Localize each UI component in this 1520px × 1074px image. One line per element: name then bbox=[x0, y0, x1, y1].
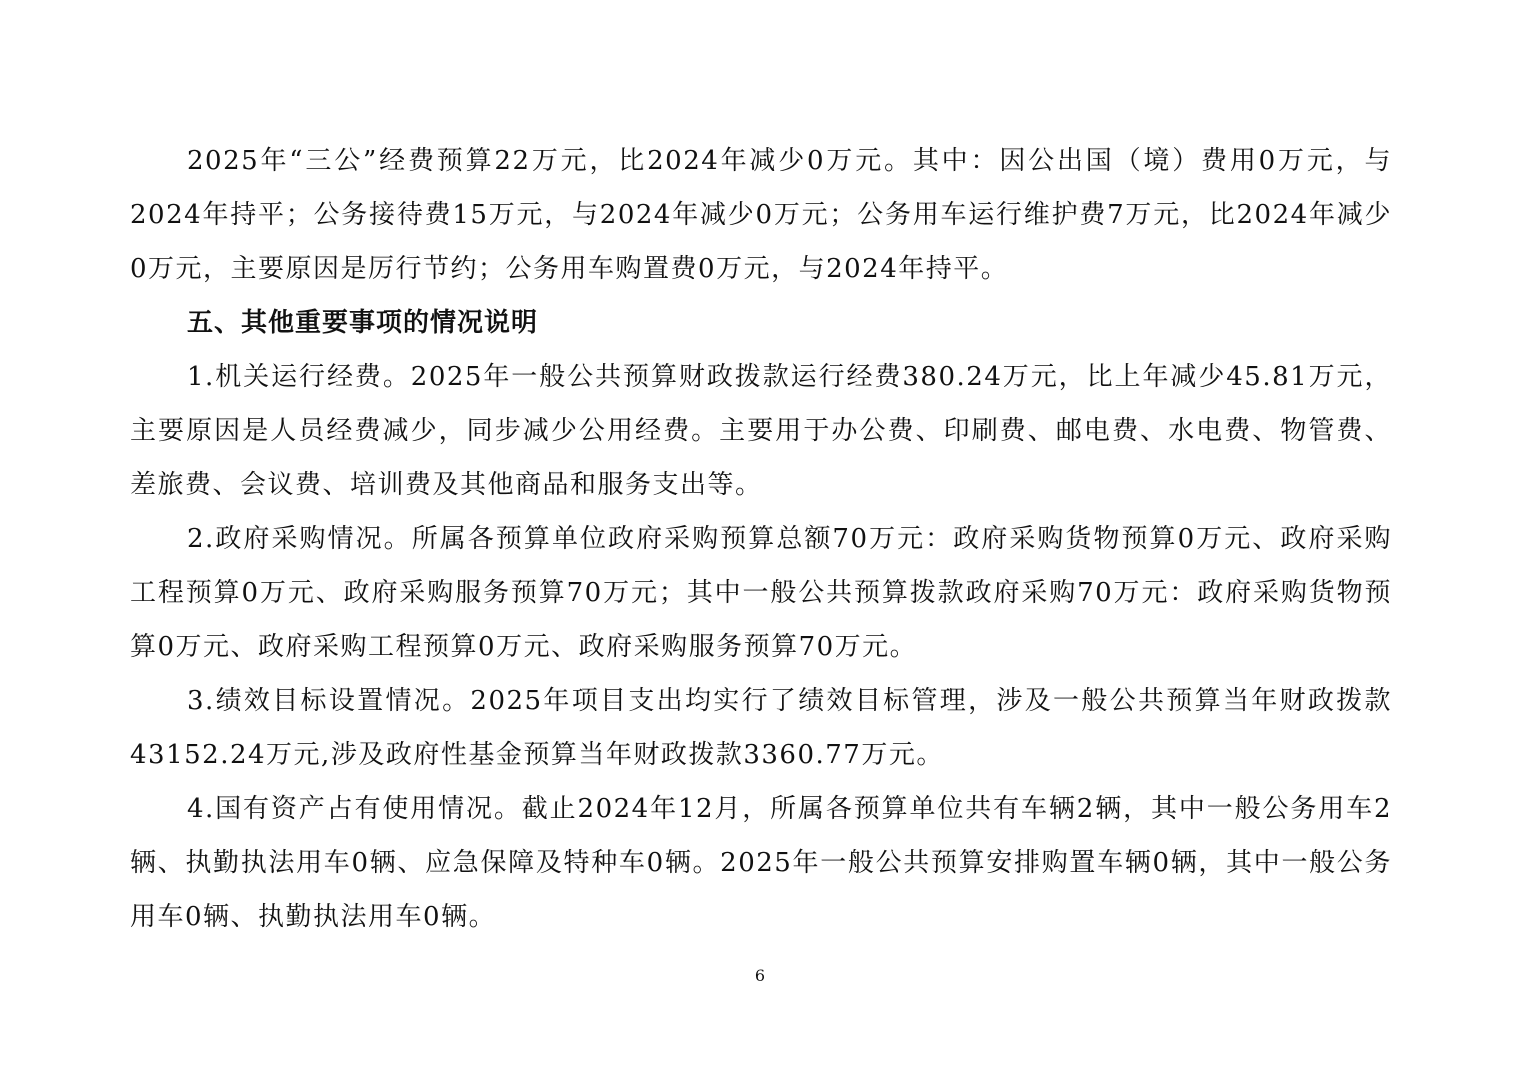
paragraph-three-public-expenses: 2025年“三公”经费预算22万元，比2024年减少0万元。其中：因公出国（境）费用0万元，与2024年持平；公务接待费15万元，与2024年减少0万元；公务用车运行维护费7万元，比2024年减少0万元，主要原因是厉行节约；公务用车购置费0万元，与2024年持平。 bbox=[130, 146, 1392, 284]
paragraph-performance-targets: 3.绩效目标设置情况。2025年项目支出均实行了绩效目标管理，涉及一般公共预算当年财政拨款43152.24万元,涉及政府性基金预算当年财政拨款3360.77万元。 bbox=[130, 686, 1392, 770]
paragraph-government-procurement: 2.政府采购情况。所属各预算单位政府采购预算总额70万元：政府采购货物预算0万元、政府采购工程预算0万元、政府采购服务预算70万元；其中一般公共预算拨款政府采购70万元：政府采购货物预算0万元、政府采购工程预算0万元、政府采购服务预算70万元。 bbox=[130, 524, 1392, 662]
paragraph-state-assets: 4.国有资产占有使用情况。截止2024年12月，所属各预算单位共有车辆2辆，其中一般公务用车2辆、执勤执法用车0辆、应急保障及特种车0辆。2025年一般公共预算安排购置车辆0辆，其中一般公务用车0辆、执勤执法用车0辆。 bbox=[130, 794, 1392, 932]
paragraph-operating-expenses: 1.机关运行经费。2025年一般公共预算财政拨款运行经费380.24万元，比上年减少45.81万元，主要原因是人员经费减少，同步减少公用经费。主要用于办公费、印刷费、邮电费、水电费、物管费、差旅费、会议费、培训费及其他商品和服务支出等。 bbox=[130, 362, 1392, 500]
document-body bbox=[130, 134, 1392, 944]
page-number: 6 bbox=[754, 966, 766, 985]
section-heading-other-matters: 五、其他重要事项的情况说明 bbox=[187, 308, 539, 338]
